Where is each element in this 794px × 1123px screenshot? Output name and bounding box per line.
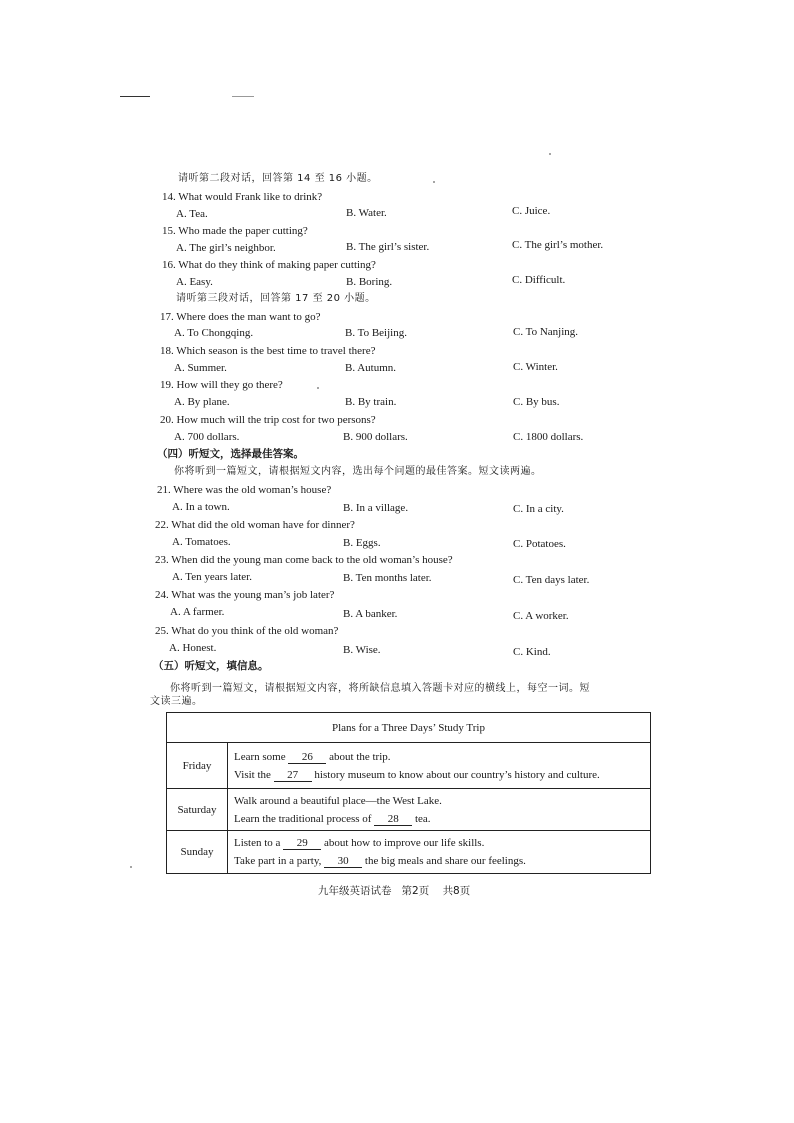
scan-speck <box>130 866 132 868</box>
q23-option-a: A. Ten years later. <box>172 571 252 583</box>
q19-option-c: C. By bus. <box>513 396 560 408</box>
q15-option-a: A. The girl’s neighbor. <box>176 242 276 254</box>
header-rule <box>120 96 150 97</box>
study-trip-plan-table <box>166 712 651 874</box>
section-5-instruction-line2: 文读三遍。 <box>150 696 203 707</box>
friday-l2-rest: history museum to know about our country’s history and culture. <box>314 768 600 781</box>
question-22: 22. What did the old woman have for dinner? <box>155 519 355 531</box>
question-17: 17. Where does the man want to go? <box>160 311 321 323</box>
q19-option-b: B. By train. <box>345 396 397 408</box>
question-25: 25. What do you think of the old woman? <box>155 625 339 637</box>
q25-option-c: C. Kind. <box>513 646 551 658</box>
saturday-l2-text: Learn the traditional process of <box>234 812 372 825</box>
sunday-tasks <box>228 831 651 874</box>
header-rule-faint <box>232 96 254 97</box>
instruction-dialogue-3: 请听第三段对话，回答第 17 至 20 小题。 <box>176 293 376 304</box>
friday-l1-rest: about the trip. <box>329 750 391 763</box>
blank-30: 30 <box>324 855 362 868</box>
q23-option-b: B. Ten months later. <box>343 572 432 584</box>
day-friday: Friday <box>167 743 228 789</box>
q18-option-b: B. Autumn. <box>345 362 397 374</box>
sunday-line-2 <box>234 852 650 870</box>
q20-option-b: B. 900 dollars. <box>343 431 408 443</box>
q25-option-b: B. Wise. <box>343 644 381 656</box>
q17-option-a: A. To Chongqing. <box>174 327 254 339</box>
q22-option-a: A. Tomatoes. <box>172 536 231 548</box>
q16-option-c: C. Difficult. <box>512 274 566 286</box>
q21-option-c: C. In a city. <box>513 503 564 515</box>
footer-subject: 九年级英语试卷 <box>318 885 392 897</box>
q22-option-c: C. Potatoes. <box>513 538 566 550</box>
q17-option-c: C. To Nanjing. <box>513 326 579 338</box>
question-23: 23. When did the young man come back to the old woman’s house? <box>155 554 453 566</box>
q16-option-b: B. Boring. <box>346 276 393 288</box>
plan-row-sunday <box>167 831 651 874</box>
q24-option-a: A. A farmer. <box>170 606 225 618</box>
blank-26: 26 <box>288 751 326 764</box>
q20-option-c: C. 1800 dollars. <box>513 431 584 443</box>
q16-option-a: A. Easy. <box>176 276 213 288</box>
question-20: 20. How much will the trip cost for two persons? <box>160 414 376 426</box>
friday-line-2 <box>234 766 650 784</box>
friday-l1-text: Learn some <box>234 750 286 763</box>
sunday-line-1 <box>234 834 650 852</box>
question-14: 14. What would Frank like to drink? <box>162 191 323 203</box>
friday-tasks <box>228 743 651 789</box>
blank-28: 28 <box>374 813 412 826</box>
friday-line-1 <box>234 748 650 766</box>
q18-option-a: A. Summer. <box>174 362 227 374</box>
day-sunday: Sunday <box>167 831 228 874</box>
q23-option-c: C. Ten days later. <box>513 574 590 586</box>
saturday-l2-rest: tea. <box>414 812 431 825</box>
plan-row-friday <box>167 743 651 789</box>
q15-option-c: C. The girl’s mother. <box>512 239 604 251</box>
scan-speck <box>433 181 435 183</box>
scan-speck <box>317 387 319 389</box>
plan-table-title: Plans for a Three Days’ Study Trip <box>167 713 651 743</box>
q19-option-a: A. By plane. <box>174 396 230 408</box>
scan-speck <box>549 153 551 155</box>
question-19: 19. How will they go there? <box>160 379 283 391</box>
sunday-l1-rest: about how to improve our life skills. <box>323 837 485 849</box>
saturday-line-1: Walk around a beautiful place—the West Lake. <box>234 794 442 807</box>
saturday-tasks <box>228 789 651 831</box>
q17-option-b: B. To Beijing. <box>345 327 407 339</box>
footer-total: 共8页 <box>442 885 471 897</box>
q21-option-a: A. In a town. <box>172 501 230 513</box>
sunday-l2-text: Take part in a party, <box>234 855 322 867</box>
question-16: 16. What do they think of making paper cutting? <box>162 259 376 271</box>
q14-option-a: A. Tea. <box>176 208 208 220</box>
section-5-title: （五）听短文，填信息。 <box>153 660 269 672</box>
instruction-dialogue-2: 请听第二段对话，回答第 14 至 16 小题。 <box>178 173 378 184</box>
sunday-l1-text: Listen to a <box>234 837 281 849</box>
section-4-title: （四）听短文，选择最佳答案。 <box>157 448 304 460</box>
page-footer <box>318 883 470 898</box>
q22-option-b: B. Eggs. <box>343 537 381 549</box>
question-24: 24. What was the young man’s job later? <box>155 589 335 601</box>
question-15: 15. Who made the paper cutting? <box>162 225 308 237</box>
day-saturday: Saturday <box>167 789 228 831</box>
question-21: 21. Where was the old woman’s house? <box>157 484 332 496</box>
blank-29: 29 <box>283 837 321 850</box>
q24-option-b: B. A banker. <box>343 608 398 620</box>
q21-option-b: B. In a village. <box>343 502 409 514</box>
friday-l2-text: Visit the <box>234 768 271 781</box>
q15-option-b: B. The girl’s sister. <box>346 241 430 253</box>
sunday-l2-rest: the big meals and share our feelings. <box>364 855 526 867</box>
q14-option-b: B. Water. <box>346 207 387 219</box>
q20-option-a: A. 700 dollars. <box>174 431 240 443</box>
question-18: 18. Which season is the best time to travel there? <box>160 345 376 357</box>
section-5-instruction-line1: 你将听到一篇短文，请根据短文内容，将所缺信息填入答题卡对应的横线上，每空一词。短 <box>170 683 590 694</box>
plan-row-saturday <box>167 789 651 831</box>
footer-page: 第2页 <box>401 885 430 897</box>
q18-option-c: C. Winter. <box>513 361 558 373</box>
q24-option-c: C. A worker. <box>513 610 569 622</box>
section-4-instruction: 你将听到一篇短文，请根据短文内容，选出每个问题的最佳答案。短文读两遍。 <box>174 466 542 477</box>
q14-option-c: C. Juice. <box>512 205 551 217</box>
blank-27: 27 <box>274 769 312 782</box>
q25-option-a: A. Honest. <box>169 642 217 654</box>
saturday-line-2 <box>234 810 650 828</box>
